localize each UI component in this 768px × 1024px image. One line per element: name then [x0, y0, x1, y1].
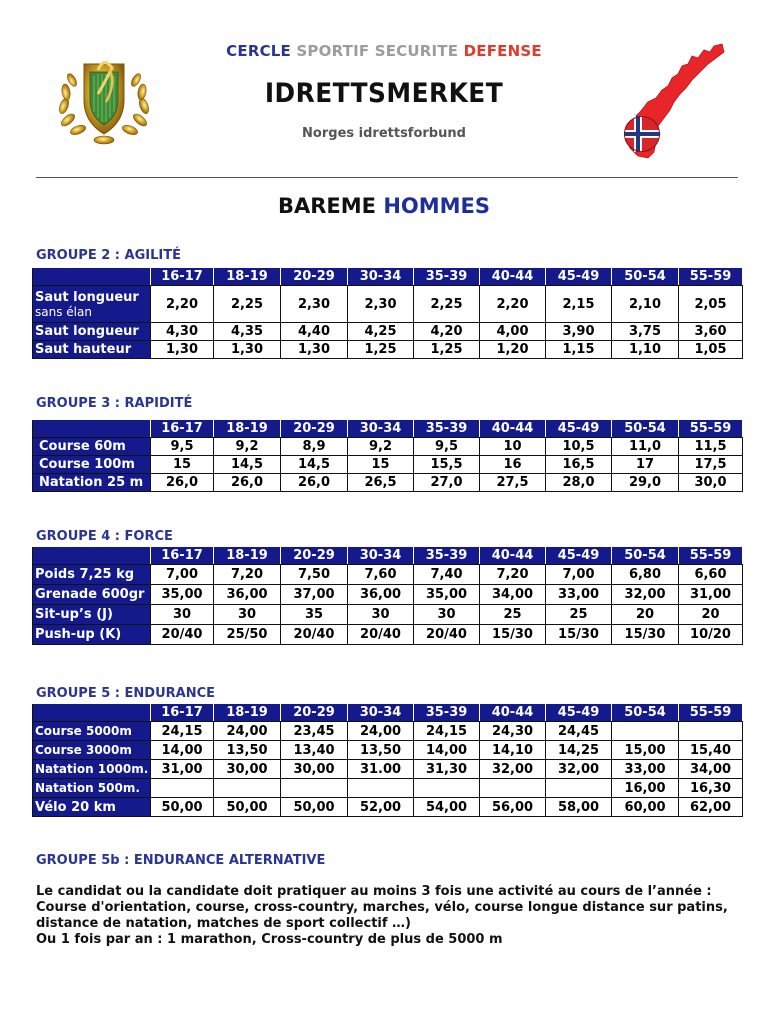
row-label: Natation 1000m.	[33, 760, 151, 779]
age-group-header: 18-19	[214, 547, 281, 565]
age-group-header: 20-29	[281, 704, 348, 722]
table-cell: 14,25	[546, 741, 612, 760]
table-row	[33, 438, 743, 456]
table-cell: 15	[151, 456, 214, 474]
table-cell: 24,00	[348, 722, 414, 741]
table-cell: 27,0	[414, 474, 480, 492]
row-label: Saut longueur	[33, 323, 151, 341]
age-header-row	[33, 704, 743, 722]
table-cell: 27,5	[480, 474, 546, 492]
table-cell: 52,00	[348, 798, 414, 817]
age-group-header: 30-34	[348, 547, 414, 565]
age-group-header: 30-34	[348, 704, 414, 722]
table-row	[33, 779, 743, 798]
table-cell: 10/20	[679, 625, 743, 645]
table-cell: 16	[480, 456, 546, 474]
header-corner	[33, 704, 151, 722]
age-group-header: 18-19	[214, 704, 281, 722]
table-cell: 11,0	[612, 438, 679, 456]
table-cell: 9,5	[151, 438, 214, 456]
table-cell: 20/40	[348, 625, 414, 645]
table-cell: 25	[546, 605, 612, 625]
table-cell: 35,00	[151, 585, 214, 605]
table-cell: 2,25	[214, 286, 281, 323]
age-group-header: 40-44	[480, 704, 546, 722]
group-5-table	[32, 703, 743, 817]
age-group-header: 50-54	[612, 268, 679, 286]
section-title	[0, 194, 768, 218]
table-cell: 9,5	[414, 438, 480, 456]
age-group-header: 50-54	[612, 547, 679, 565]
table-cell: 33,00	[612, 760, 679, 779]
table-cell: 4,40	[281, 323, 348, 341]
age-group-header: 35-39	[414, 704, 480, 722]
table-cell: 3,60	[679, 323, 743, 341]
table-cell: 56,00	[480, 798, 546, 817]
table-cell: 10,5	[546, 438, 612, 456]
age-group-header: 45-49	[546, 268, 612, 286]
age-header-row	[33, 547, 743, 565]
table-cell: 1,30	[151, 341, 214, 359]
table-cell: 36,00	[214, 585, 281, 605]
row-label: Course 3000m	[33, 741, 151, 760]
header-corner	[33, 420, 151, 438]
table-cell: 30,0	[679, 474, 743, 492]
table-cell: 14,5	[214, 456, 281, 474]
table-cell: 23,45	[281, 722, 348, 741]
table-cell: 4,20	[414, 323, 480, 341]
table-cell: 15,40	[679, 741, 743, 760]
table-row	[33, 585, 743, 605]
paragraph-line: Ou 1 fois par an : 1 marathon, Cross-country de plus de 5000 m	[36, 932, 503, 947]
table-cell: 20/40	[414, 625, 480, 645]
paragraph-line: Course d'orientation, course, cross-country, marches, vélo, course longue distance sur patins,	[36, 900, 728, 915]
table-cell: 26,0	[214, 474, 281, 492]
table-cell: 50,00	[281, 798, 348, 817]
table-cell: 8,9	[281, 438, 348, 456]
table-cell: 16,00	[612, 779, 679, 798]
table-cell: 60,00	[612, 798, 679, 817]
table-cell: 2,10	[612, 286, 679, 323]
row-label: Course 5000m	[33, 722, 151, 741]
table-cell: 33,00	[546, 585, 612, 605]
table-cell: 7,40	[414, 565, 480, 585]
table-cell: 13,40	[281, 741, 348, 760]
age-group-header: 16-17	[151, 704, 214, 722]
table-cell: 1,20	[480, 341, 546, 359]
table-cell: 2,20	[151, 286, 214, 323]
table-cell: 2,05	[679, 286, 743, 323]
table-cell: 37,00	[281, 585, 348, 605]
header-corner	[33, 268, 151, 286]
age-group-header: 30-34	[348, 420, 414, 438]
table-cell: 2,15	[546, 286, 612, 323]
table-row	[33, 722, 743, 741]
table-cell: 62,00	[679, 798, 743, 817]
table-cell: 1,30	[281, 341, 348, 359]
table-cell: 24,00	[214, 722, 281, 741]
table-cell: 26,0	[151, 474, 214, 492]
row-label: Vélo 20 km	[33, 798, 151, 817]
group-4-table	[32, 546, 743, 645]
table-cell: 15,00	[612, 741, 679, 760]
table-cell: 4,30	[151, 323, 214, 341]
table-cell: 20	[679, 605, 743, 625]
table-cell: 30	[214, 605, 281, 625]
table-cell: 13,50	[348, 741, 414, 760]
age-group-header: 35-39	[414, 547, 480, 565]
group-2-table	[32, 267, 743, 359]
table-cell: 25/50	[214, 625, 281, 645]
table-cell: 13,50	[214, 741, 281, 760]
table-cell: 29,0	[612, 474, 679, 492]
table-cell: 7,20	[480, 565, 546, 585]
table-cell: 35,00	[414, 585, 480, 605]
table-cell: 17	[612, 456, 679, 474]
group-3-table	[32, 419, 743, 492]
paragraph-line: distance de natation, matches de sport collectif …)	[36, 916, 411, 931]
age-group-header: 35-39	[414, 268, 480, 286]
age-group-header: 40-44	[480, 268, 546, 286]
org-title-part1: CERCLE	[226, 42, 297, 60]
table-cell: 7,60	[348, 565, 414, 585]
table-cell: 14,5	[281, 456, 348, 474]
table-cell: 11,5	[679, 438, 743, 456]
table-row	[33, 456, 743, 474]
row-label: Course 100m	[33, 456, 151, 474]
group-5b-heading: GROUPE 5b : ENDURANCE ALTERNATIVE	[36, 853, 326, 868]
row-label: Grenade 600gr	[33, 585, 151, 605]
table-cell: 30,00	[281, 760, 348, 779]
age-group-header: 55-59	[679, 704, 743, 722]
age-group-header: 20-29	[281, 547, 348, 565]
table-cell: 3,75	[612, 323, 679, 341]
table-cell: 32,00	[480, 760, 546, 779]
table-cell: 1,10	[612, 341, 679, 359]
table-row	[33, 760, 743, 779]
row-label	[33, 286, 151, 323]
age-group-header: 35-39	[414, 420, 480, 438]
table-cell: 10	[480, 438, 546, 456]
age-group-header: 18-19	[214, 420, 281, 438]
table-cell: 4,35	[214, 323, 281, 341]
table-row	[33, 323, 743, 341]
age-group-header: 55-59	[679, 547, 743, 565]
table-cell: 30	[151, 605, 214, 625]
age-group-header: 55-59	[679, 420, 743, 438]
table-cell: 24,45	[546, 722, 612, 741]
table-cell	[546, 779, 612, 798]
age-group-header: 30-34	[348, 268, 414, 286]
table-cell: 4,25	[348, 323, 414, 341]
table-cell: 9,2	[348, 438, 414, 456]
table-cell: 14,00	[151, 741, 214, 760]
table-cell	[281, 779, 348, 798]
age-group-header: 16-17	[151, 420, 214, 438]
table-cell: 35	[281, 605, 348, 625]
age-group-header: 20-29	[281, 268, 348, 286]
table-cell: 9,2	[214, 438, 281, 456]
table-cell: 15/30	[480, 625, 546, 645]
group-2-heading: GROUPE 2 : AGILITÉ	[36, 248, 181, 263]
table-cell	[679, 722, 743, 741]
age-group-header: 18-19	[214, 268, 281, 286]
table-cell: 1,05	[679, 341, 743, 359]
table-cell: 6,80	[612, 565, 679, 585]
table-cell: 15/30	[546, 625, 612, 645]
group-3-heading: GROUPE 3 : RAPIDITÉ	[36, 396, 193, 411]
section-title-part1: BAREME	[277, 194, 384, 218]
table-cell: 36,00	[348, 585, 414, 605]
table-cell	[214, 779, 281, 798]
table-cell: 4,00	[480, 323, 546, 341]
table-cell: 1,15	[546, 341, 612, 359]
table-cell	[348, 779, 414, 798]
table-cell: 31,00	[679, 585, 743, 605]
table-cell: 30	[348, 605, 414, 625]
table-cell: 58,00	[546, 798, 612, 817]
table-cell: 1,25	[414, 341, 480, 359]
table-cell: 1,30	[214, 341, 281, 359]
table-cell: 7,20	[214, 565, 281, 585]
age-group-header: 45-49	[546, 547, 612, 565]
table-cell	[612, 722, 679, 741]
group-5-heading: GROUPE 5 : ENDURANCE	[36, 686, 215, 701]
table-cell: 2,30	[281, 286, 348, 323]
table-cell	[414, 779, 480, 798]
row-label-line1: Saut longueur	[35, 289, 139, 305]
group-4-heading: GROUPE 4 : FORCE	[36, 529, 173, 544]
table-cell: 24,15	[151, 722, 214, 741]
table-cell: 20/40	[281, 625, 348, 645]
age-group-header: 16-17	[151, 547, 214, 565]
norway-map-flag-icon	[618, 42, 726, 162]
table-cell: 3,90	[546, 323, 612, 341]
age-group-header: 50-54	[612, 420, 679, 438]
age-group-header: 55-59	[679, 268, 743, 286]
table-cell: 16,30	[679, 779, 743, 798]
table-cell: 25	[480, 605, 546, 625]
org-title-part3: DEFENSE	[463, 42, 542, 60]
row-label: Course 60m	[33, 438, 151, 456]
table-cell: 2,25	[414, 286, 480, 323]
table-cell: 31,30	[414, 760, 480, 779]
table-cell: 7,00	[151, 565, 214, 585]
table-cell	[480, 779, 546, 798]
table-cell: 32,00	[546, 760, 612, 779]
table-cell: 34,00	[480, 585, 546, 605]
table-row	[33, 565, 743, 585]
table-cell: 6,60	[679, 565, 743, 585]
row-label: Natation 500m.	[33, 779, 151, 798]
table-row	[33, 741, 743, 760]
table-cell: 15/30	[612, 625, 679, 645]
row-label: Saut hauteur	[33, 341, 151, 359]
table-cell: 30	[414, 605, 480, 625]
page-title: IDRETTSMERKET	[264, 78, 504, 109]
row-label: Natation 25 m	[33, 474, 151, 492]
table-cell: 7,50	[281, 565, 348, 585]
table-cell: 15	[348, 456, 414, 474]
table-cell: 2,20	[480, 286, 546, 323]
table-cell: 16,5	[546, 456, 612, 474]
table-cell: 24,15	[414, 722, 480, 741]
table-cell: 31.00	[348, 760, 414, 779]
row-label: Push-up (K)	[33, 625, 151, 645]
table-cell: 26,5	[348, 474, 414, 492]
table-cell: 30,00	[214, 760, 281, 779]
age-group-header: 40-44	[480, 420, 546, 438]
age-group-header: 40-44	[480, 547, 546, 565]
table-row	[33, 286, 743, 323]
table-cell: 32,00	[612, 585, 679, 605]
age-group-header: 45-49	[546, 420, 612, 438]
table-cell: 20/40	[151, 625, 214, 645]
table-cell: 28,0	[546, 474, 612, 492]
table-cell	[151, 779, 214, 798]
table-cell: 14,10	[480, 741, 546, 760]
table-cell: 20	[612, 605, 679, 625]
table-cell: 7,00	[546, 565, 612, 585]
header-corner	[33, 547, 151, 565]
table-row	[33, 605, 743, 625]
table-cell: 34,00	[679, 760, 743, 779]
group-5b-text	[36, 884, 746, 948]
table-row	[33, 474, 743, 492]
table-row	[33, 798, 743, 817]
table-cell: 50,00	[151, 798, 214, 817]
table-cell: 31,00	[151, 760, 214, 779]
paragraph-line: Le candidat ou la candidate doit pratiquer au moins 3 fois une activité au cours de l’année :	[36, 884, 712, 899]
row-label: Poids 7,25 kg	[33, 565, 151, 585]
idrettsmerket-badge-icon	[54, 50, 154, 148]
age-group-header: 20-29	[281, 420, 348, 438]
age-group-header: 16-17	[151, 268, 214, 286]
table-cell: 15,5	[414, 456, 480, 474]
age-header-row	[33, 268, 743, 286]
row-label: Sit-up’s (J)	[33, 605, 151, 625]
table-cell: 14,00	[414, 741, 480, 760]
age-group-header: 50-54	[612, 704, 679, 722]
header-divider	[36, 177, 738, 178]
table-cell: 1,25	[348, 341, 414, 359]
table-cell: 2,30	[348, 286, 414, 323]
row-label-line2: sans élan	[35, 304, 92, 319]
table-cell: 50,00	[214, 798, 281, 817]
table-cell: 26,0	[281, 474, 348, 492]
table-cell: 24,30	[480, 722, 546, 741]
age-header-row	[33, 420, 743, 438]
table-row	[33, 341, 743, 359]
table-row	[33, 625, 743, 645]
table-cell: 17,5	[679, 456, 743, 474]
page-subtitle: Norges idrettsforbund	[302, 126, 466, 141]
table-cell: 54,00	[414, 798, 480, 817]
org-title-part2: SPORTIF SECURITE	[296, 42, 464, 60]
age-group-header: 45-49	[546, 704, 612, 722]
section-title-part2: HOMMES	[383, 194, 491, 218]
